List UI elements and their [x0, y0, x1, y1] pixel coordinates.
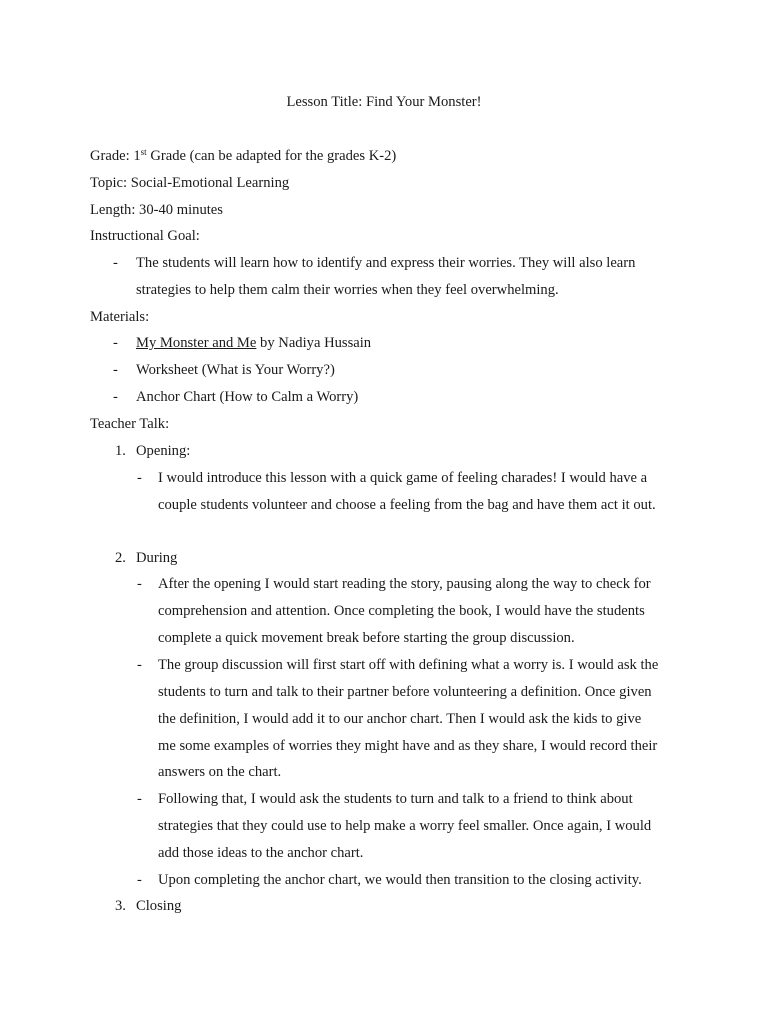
- during-bullet-dash: -: [137, 872, 142, 888]
- grade-label: Grade:: [90, 148, 130, 164]
- during-b2-line-3: the definition, I would add it to our anchor chart. Then I would ask the kids to give: [158, 711, 642, 727]
- during-bullet-dash: -: [137, 657, 142, 673]
- during-label: During: [136, 550, 178, 566]
- materials-heading: Materials:: [90, 309, 150, 325]
- opening-bullet-dash: -: [137, 470, 142, 486]
- closing-number: 3.: [115, 898, 126, 914]
- during-b2-line-1: The group discussion will first start off with defining what a worry is. I would ask the: [158, 657, 659, 673]
- goal-line-2: strategies to help them calm their worries when they feel overwhelming.: [136, 282, 559, 298]
- during-b2-line-4: me some examples of worries they might have and as they share, I would record their: [158, 738, 658, 754]
- goal-bullet-dash: -: [113, 255, 118, 271]
- material-worksheet: Worksheet (What is Your Worry?): [136, 362, 335, 378]
- closing-label: Closing: [136, 898, 182, 914]
- grade-ordinal-suffix: st: [140, 147, 147, 157]
- material-anchor-chart: Anchor Chart (How to Calm a Worry): [136, 389, 359, 405]
- during-bullet-dash: -: [137, 576, 142, 592]
- during-bullet-dash: -: [137, 791, 142, 807]
- during-b4-line-1: Upon completing the anchor chart, we would then transition to the closing activity.: [158, 872, 642, 888]
- material-bullet-dash: -: [113, 389, 118, 405]
- during-b3-line-3: add those ideas to the anchor chart.: [158, 845, 364, 861]
- during-b2-line-5: answers on the chart.: [158, 764, 282, 780]
- lesson-title: Lesson Title: Find Your Monster!: [286, 94, 482, 110]
- length-line: Length: 30-40 minutes: [90, 202, 223, 218]
- instructional-goal-heading: Instructional Goal:: [90, 228, 200, 244]
- grade-line: [90, 149, 396, 164]
- opening-line-2: couple students volunteer and choose a feeling from the bag and have them act it out.: [158, 497, 656, 513]
- book-title-link[interactable]: My Monster and Me: [136, 335, 257, 351]
- teacher-talk-heading: Teacher Talk:: [90, 416, 170, 432]
- goal-line-1: The students will learn how to identify and express their worries. They will also learn: [136, 255, 636, 271]
- during-b1-line-1: After the opening I would start reading the story, pausing along the way to check for: [158, 576, 651, 592]
- during-b3-line-1: Following that, I would ask the students to turn and talk to a friend to think about: [158, 791, 633, 807]
- during-b3-line-2: strategies that they could use to help make a worry feel smaller. Once again, I would: [158, 818, 652, 834]
- grade-description: Grade (can be adapted for the grades K-2): [150, 148, 397, 164]
- topic-line: Topic: Social-Emotional Learning: [90, 175, 290, 191]
- material-bullet-dash: -: [113, 362, 118, 378]
- during-b1-line-3: complete a quick movement break before starting the group discussion.: [158, 630, 575, 646]
- book-author: by Nadiya Hussain: [256, 335, 372, 351]
- opening-number: 1.: [115, 443, 126, 459]
- material-bullet-dash: -: [113, 335, 118, 351]
- grade-number: 1: [133, 148, 141, 164]
- during-b1-line-2: comprehension and attention. Once completing the book, I would have the students: [158, 603, 645, 619]
- opening-line-1: I would introduce this lesson with a quick game of feeling charades! I would have a: [158, 470, 648, 486]
- opening-label: Opening:: [136, 443, 191, 459]
- during-b2-line-2: students to turn and talk to their partner before volunteering a definition. Once given: [158, 684, 652, 700]
- during-number: 2.: [115, 550, 126, 566]
- material-book: [136, 336, 371, 351]
